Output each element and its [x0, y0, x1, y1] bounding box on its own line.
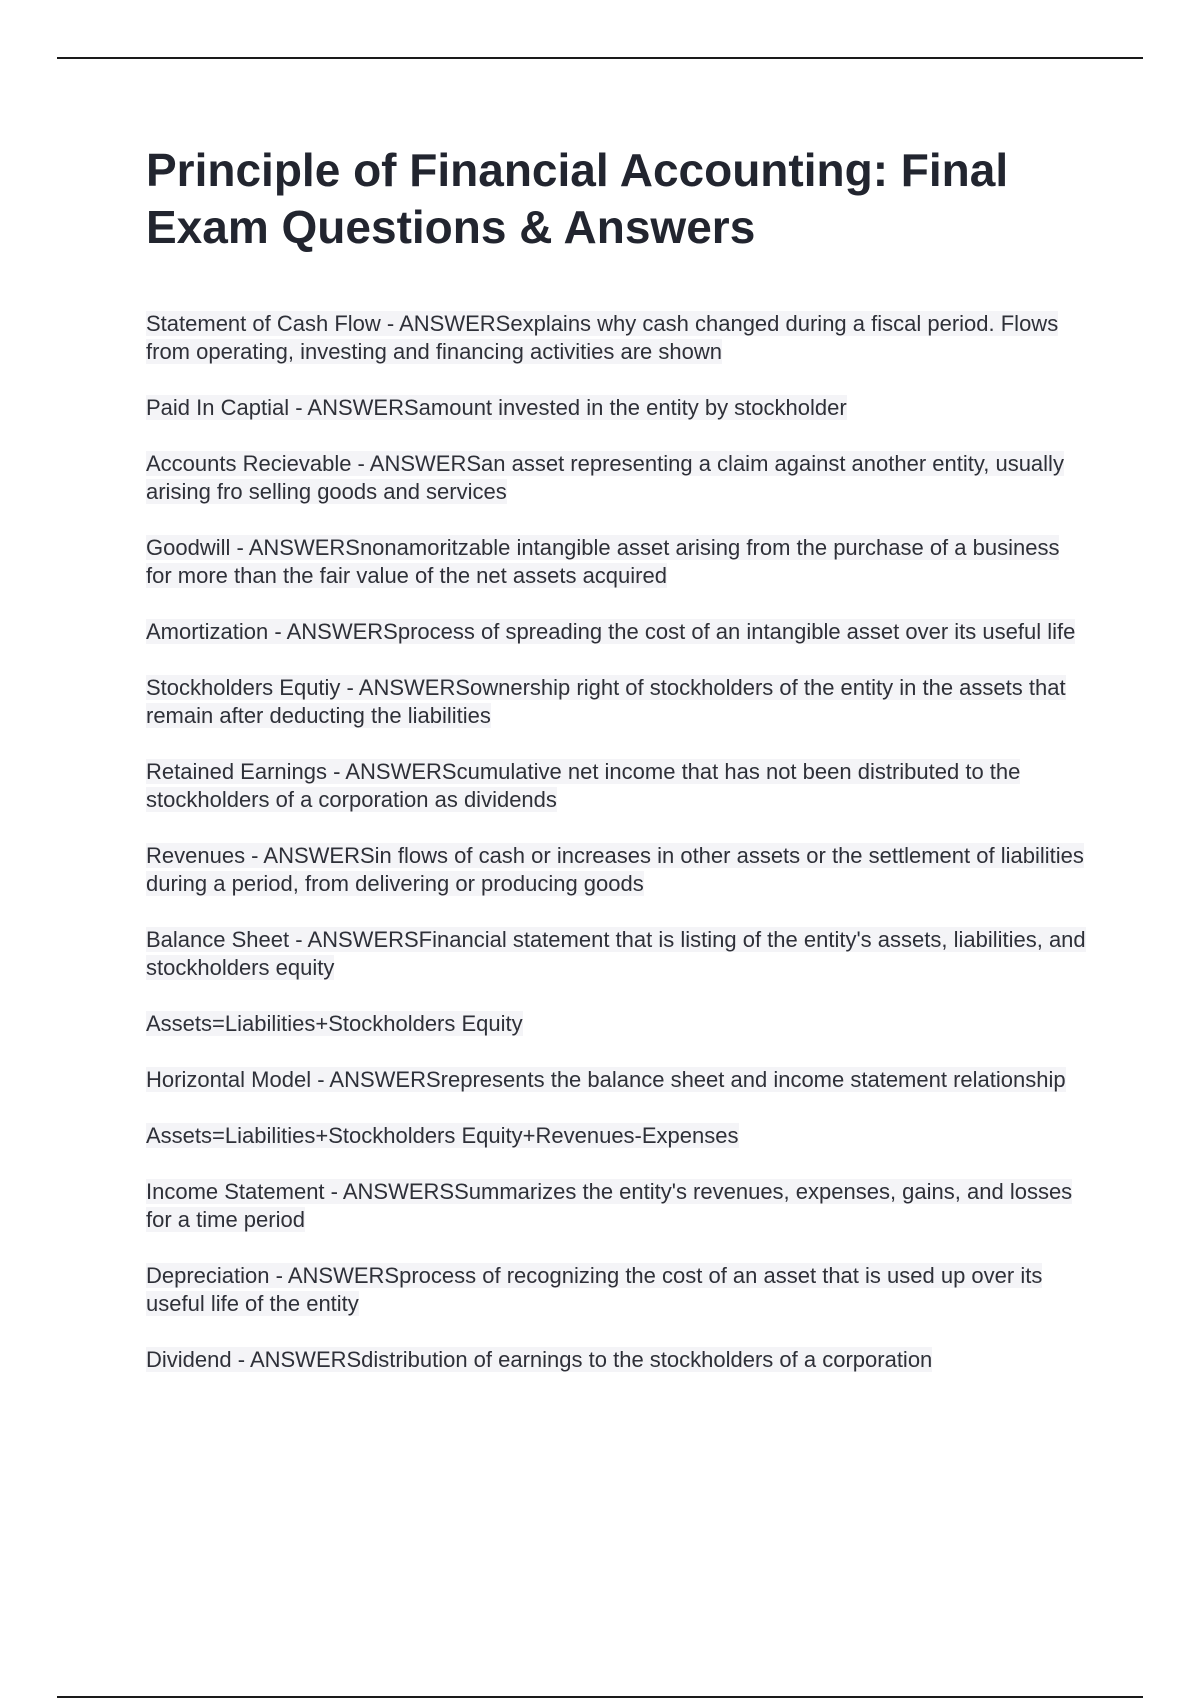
page-title: Principle of Financial Accounting: Final Exam Questions & Answers: [146, 144, 1009, 253]
qa-item: [146, 1178, 1086, 1234]
qa-item-text: Goodwill - ANSWERSnonamoritzable intangible asset arising from the purchase of a business for more than the fair value of the net assets acquired: [146, 535, 1060, 588]
qa-item-text: Statement of Cash Flow - ANSWERSexplains why cash changed during a fiscal period. Flows from operating, investing and financing activities are shown: [146, 311, 1059, 364]
qa-item-text: Horizontal Model - ANSWERSrepresents the balance sheet and income statement relationship: [146, 1067, 1066, 1092]
qa-item: [146, 758, 1086, 814]
qa-item-text: Stockholders Equtiy - ANSWERSownership right of stockholders of the entity in the assets that remain after deducting the liabilities: [146, 675, 1066, 728]
qa-item-text: Depreciation - ANSWERSprocess of recognizing the cost of an asset that is used up over its useful life of the entity: [146, 1263, 1043, 1316]
qa-item-text: Revenues - ANSWERSin flows of cash or increases in other assets or the settlement of liabilities during a period, from delivering or producing goods: [146, 843, 1084, 896]
qa-item-text: Amortization - ANSWERSprocess of spreading the cost of an intangible asset over its useful life: [146, 619, 1076, 644]
qa-item: [146, 1262, 1086, 1318]
qa-item: [146, 1066, 1086, 1094]
qa-item: [146, 394, 1086, 422]
qa-list: [146, 310, 1086, 1374]
qa-item-text: Income Statement - ANSWERSSummarizes the entity's revenues, expenses, gains, and losses for a time period: [146, 1179, 1073, 1232]
qa-item: [146, 926, 1086, 982]
qa-item-text: Assets=Liabilities+Stockholders Equity+Revenues-Expenses: [146, 1123, 739, 1148]
qa-item-text: Balance Sheet - ANSWERSFinancial statement that is listing of the entity's assets, liabilities, and stockholders equity: [146, 927, 1086, 980]
qa-item-text: Accounts Recievable - ANSWERSan asset representing a claim against another entity, usually arising fro selling goods and services: [146, 451, 1064, 504]
qa-item: [146, 534, 1086, 590]
qa-item-text: Retained Earnings - ANSWERScumulative net income that has not been distributed to the stockholders of a corporation as dividends: [146, 759, 1021, 812]
top-divider: [57, 57, 1143, 59]
qa-item: [146, 1346, 1086, 1374]
qa-item: [146, 842, 1086, 898]
qa-item-text: Assets=Liabilities+Stockholders Equity: [146, 1011, 523, 1036]
qa-item: [146, 450, 1086, 506]
qa-item: [146, 618, 1086, 646]
qa-item: [146, 310, 1086, 366]
qa-item: [146, 1122, 1086, 1150]
qa-item: [146, 674, 1086, 730]
qa-item-text: Dividend - ANSWERSdistribution of earnings to the stockholders of a corporation: [146, 1347, 933, 1372]
qa-item-text: Paid In Captial - ANSWERSamount invested in the entity by stockholder: [146, 395, 847, 420]
qa-item: [146, 1010, 1086, 1038]
document-body: [146, 142, 1086, 1402]
bottom-divider: [57, 1696, 1143, 1698]
